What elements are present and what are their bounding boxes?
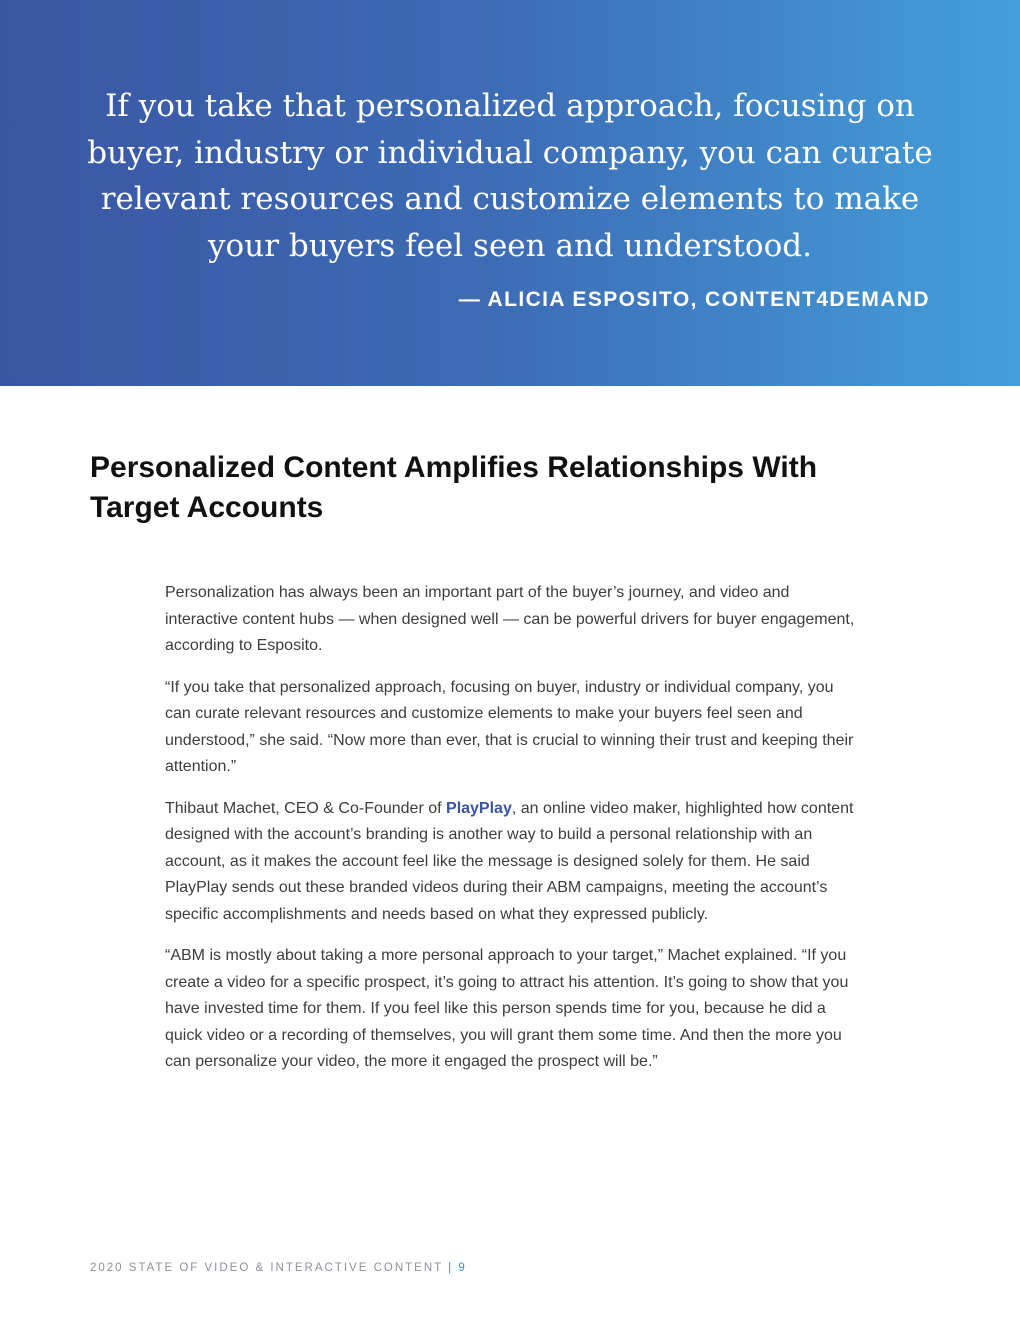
section-title: Personalized Content Amplifies Relationships With Target Accounts [90, 451, 818, 524]
page-footer [90, 1262, 467, 1274]
paragraph-3-rest: , an online video maker, highlighted how content designed with the account’s branding is another way to build a personal relationship with an account, as it makes the account feel like the message is designed solely for them. He said PlayPlay sends out these branded videos during their ABM campaigns, meeting the account’s specific accomplishments and needs based on what they expressed publicly. [165, 799, 854, 923]
paragraph-2: “If you take that personalized approach, focusing on buyer, industry or individual company, you can curate relevant resources and customize elements to make your buyers feel seen and understood,” she said. “Now more than ever, that is crucial to winning their trust and keeping their attention.” [165, 678, 854, 775]
paragraph-3-lead: Thibaut Machet, CEO & Co-Founder of [165, 799, 447, 817]
paragraph-3 [165, 796, 860, 929]
article-body [165, 580, 860, 1091]
footer-separator: | [448, 1262, 454, 1274]
playplay-link[interactable]: PlayPlay [446, 799, 512, 817]
paragraph-4: “ABM is mostly about taking a more personal approach to your target,” Machet explained. “If you create a video for a specific prospect, it’s going to attract his attention. It’s going to show that you have invested time for them. If you feel like this person spends time for you, because he did a quick video or a recording of themselves, you will grant them some time. And then the more you can personalize your video, the more it engaged the prospect will be.” [165, 947, 849, 1070]
pull-quote: If you take that personalized approach, focusing on buyer, industry or individual company, you can curate relevant resources and customize elements to make your buyers feel seen and understood. [87, 88, 933, 264]
paragraph-1: Personalization has always been an important part of the buyer’s journey, and video and interactive content hubs — when designed well — can be powerful drivers for buyer engagement, according to Esposito. [165, 584, 855, 654]
page-number: 9 [458, 1262, 467, 1274]
quote-attribution: — ALICIA ESPOSITO, CONTENT4DEMAND [458, 288, 930, 311]
hero-banner [0, 0, 1020, 386]
footer-title: 2020 STATE OF VIDEO & INTERACTIVE CONTENT [90, 1262, 443, 1274]
